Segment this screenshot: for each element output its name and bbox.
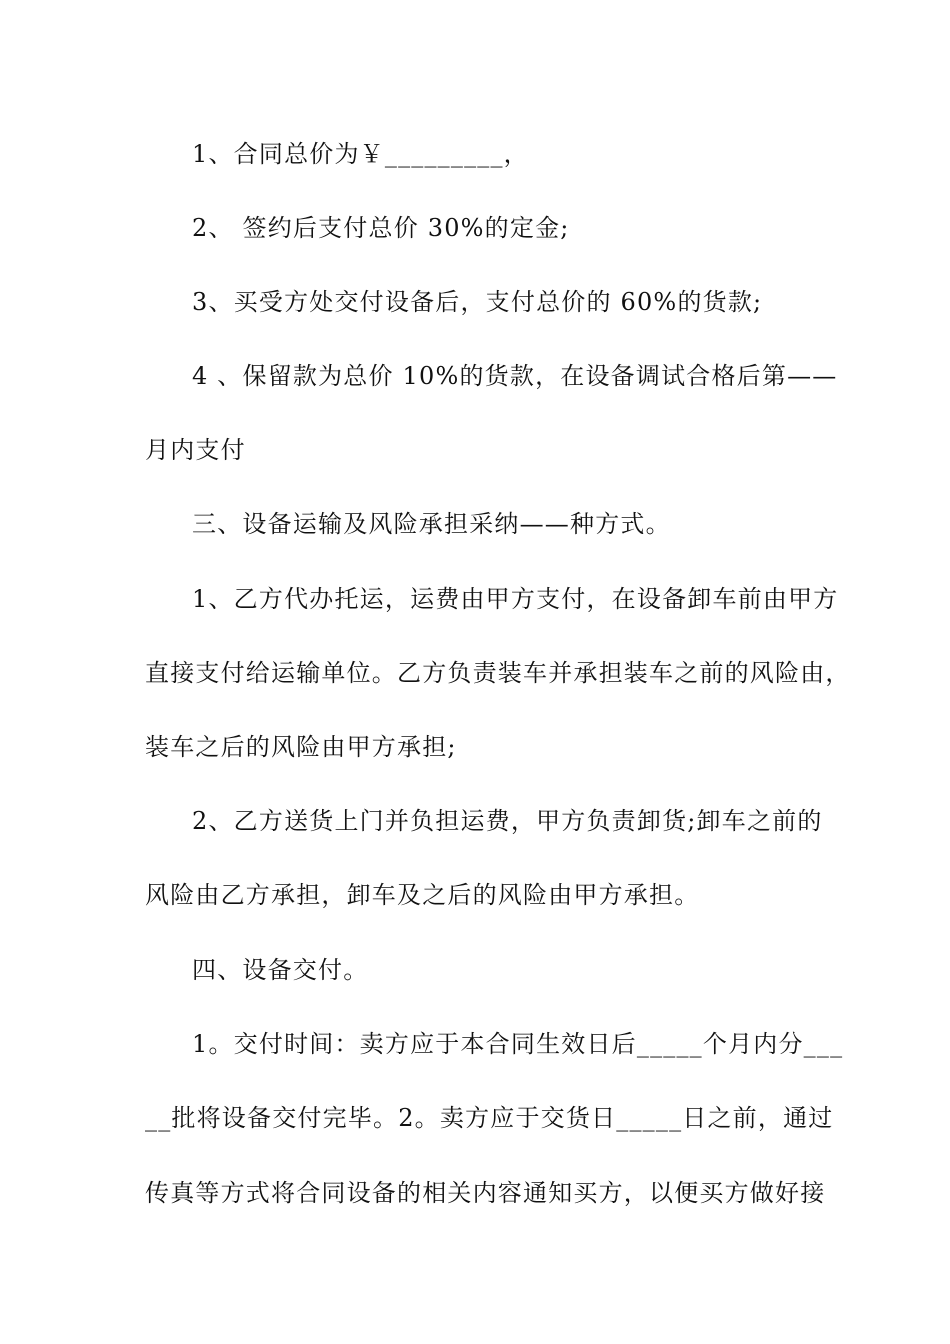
payment-delivery-line: 3、买受方处交付设备后，支付总价的 60%的货款; (192, 288, 763, 316)
section-heading-delivery: 四、设备交付。 (192, 956, 369, 984)
payment-retention-line-cont: 月内支付 (145, 436, 246, 464)
delivery-time-cont: __批将设备交付完毕。2。卖方应于交货日_____日之前，通过 (145, 1104, 834, 1132)
section-heading-transport: 三、设备运输及风险承担采纳——种方式。 (192, 510, 671, 538)
payment-deposit-line: 2、 签约后支付总价 30%的定金; (192, 214, 570, 242)
transport-option-1-cont-2: 装车之后的风险由甲方承担; (145, 733, 457, 761)
delivery-time-line: 1。交付时间：卖方应于本合同生效日后_____个月内分___ (192, 1030, 844, 1058)
transport-option-2-cont: 风险由乙方承担，卸车及之后的风险由甲方承担。 (145, 881, 700, 909)
delivery-notice-line: 传真等方式将合同设备的相关内容通知买方，以便买方做好接 (145, 1179, 826, 1207)
payment-total-price-line: 1、合同总价为￥_________， (192, 140, 529, 168)
payment-retention-line: 4 、保留款为总价 10%的货款，在设备调试合格后第—— (192, 362, 838, 390)
transport-option-1-line: 1、乙方代办托运，运费由甲方支付，在设备卸车前由甲方 (192, 585, 839, 613)
transport-option-2-line: 2、乙方送货上门并负担运费，甲方负责卸货;卸车之前的 (192, 807, 823, 835)
transport-option-1-cont: 直接支付给运输单位。乙方负责装车并承担装车之前的风险由， (145, 659, 851, 687)
